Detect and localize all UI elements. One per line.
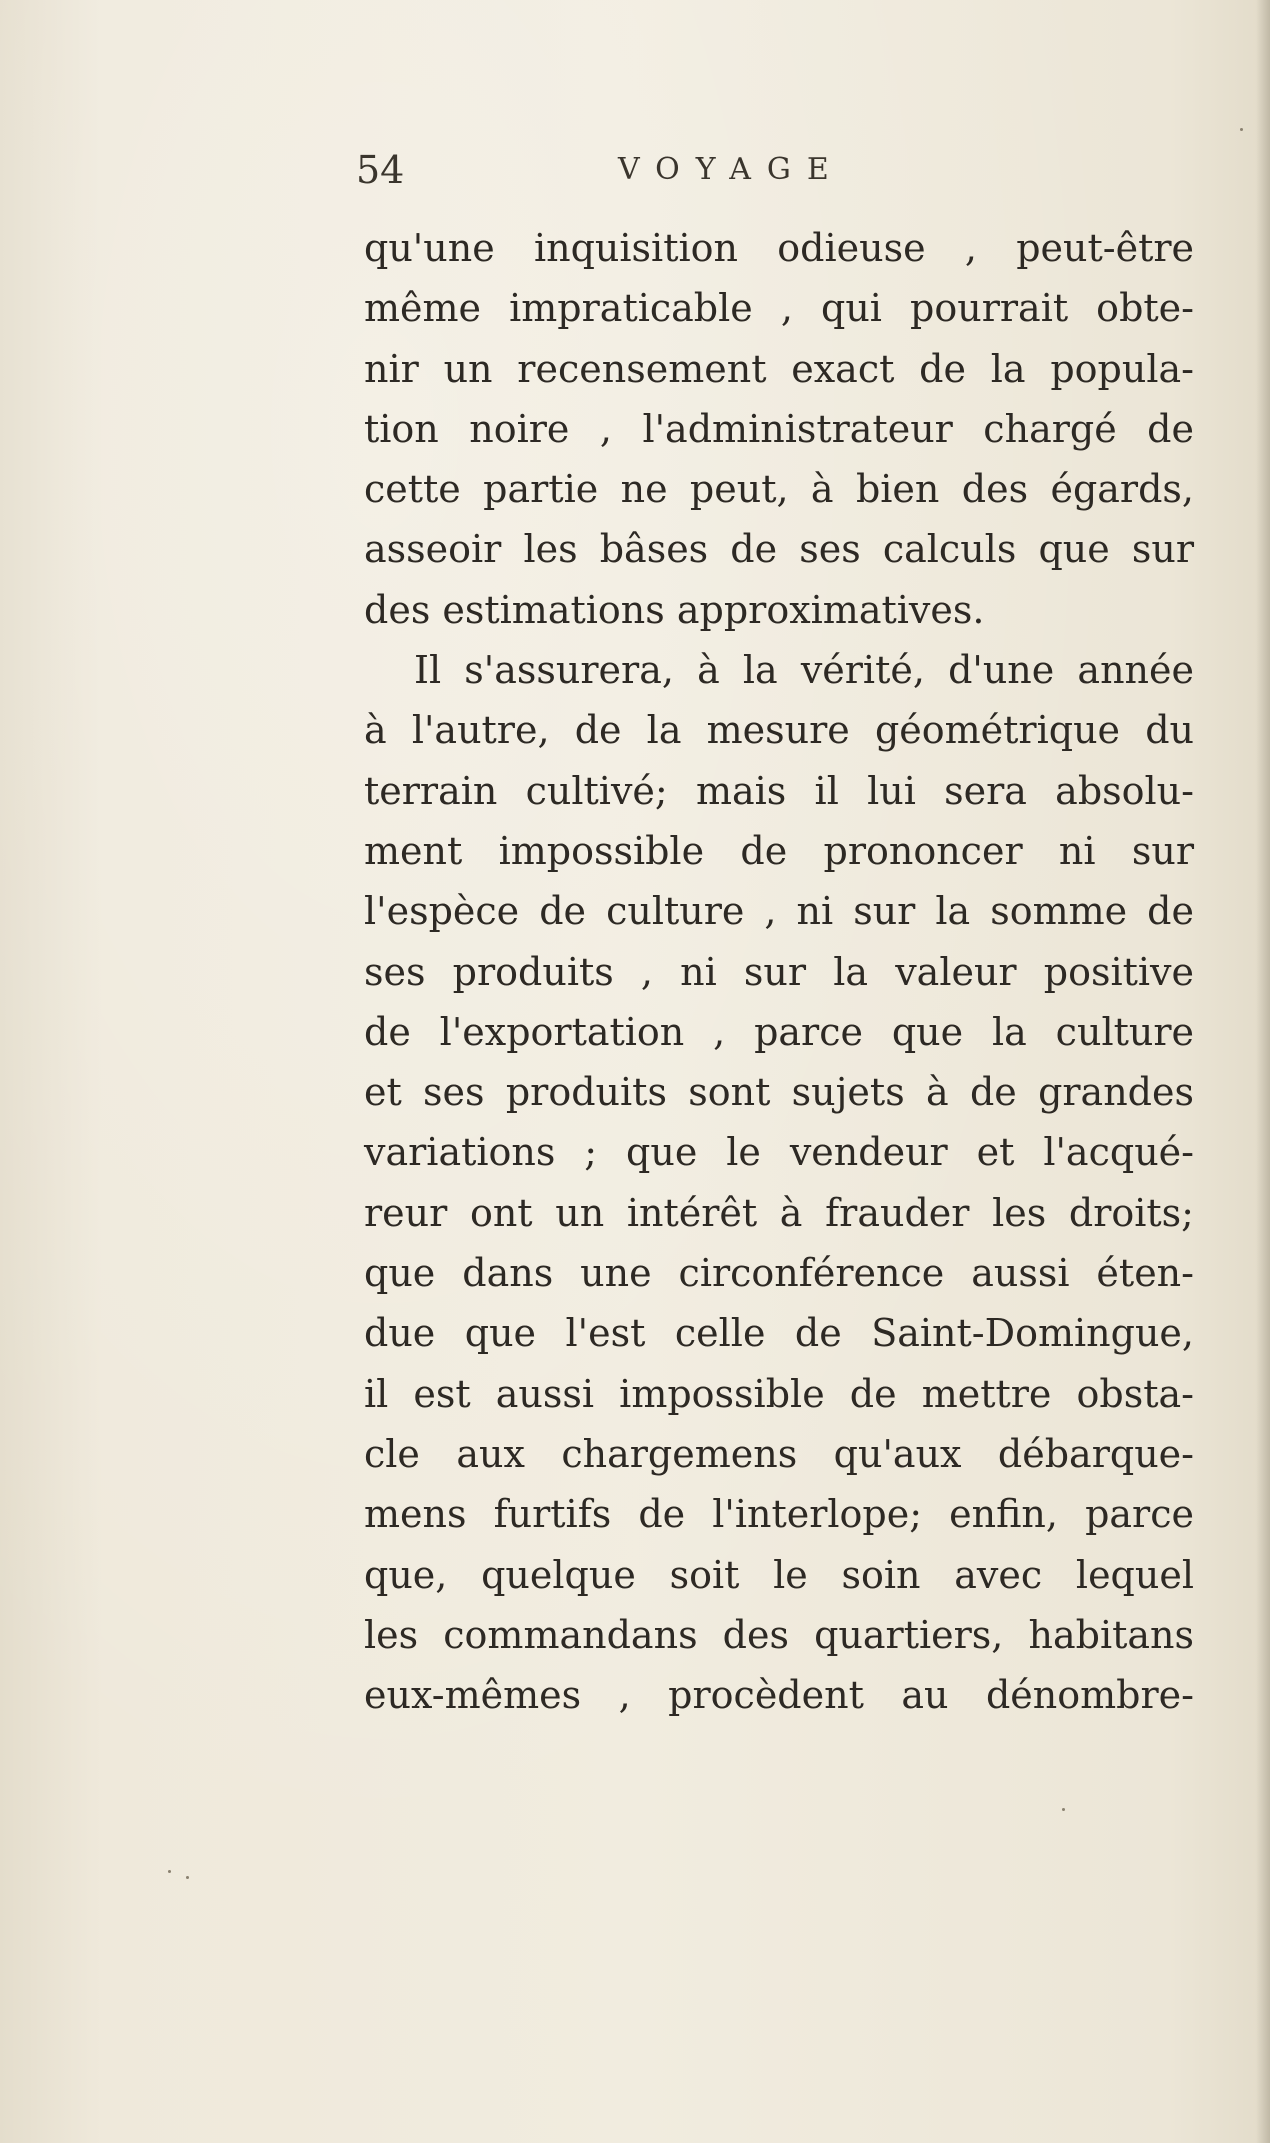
text-line: cette partie ne peut, à bien des égards, xyxy=(364,467,1194,512)
text-line: variations ; que le vendeur et l'acqué- xyxy=(364,1130,1194,1175)
paper-speck xyxy=(1240,128,1243,131)
text-line: il est aussi impossible de mettre obsta- xyxy=(364,1371,1194,1416)
text-line: l'espèce de culture , ni sur la somme de xyxy=(364,889,1194,934)
text-line: les commandans des quartiers, habitans xyxy=(364,1612,1194,1657)
text-line: que, quelque soit le soin avec lequel xyxy=(364,1552,1194,1597)
page-number: 54 xyxy=(356,148,405,192)
running-head: VOYAGE xyxy=(618,152,845,187)
page-edge-shadow xyxy=(1256,0,1270,2143)
text-line: nir un recensement exact de la popula- xyxy=(364,346,1194,391)
paragraph-start-line: Il s'assurera, à la vérité, d'une année xyxy=(414,648,1194,693)
text-line: à l'autre, de la mesure géométrique du xyxy=(364,708,1194,753)
text-line: terrain cultivé; mais il lui sera absolu- xyxy=(364,768,1194,813)
paper-speck xyxy=(186,1876,189,1879)
text-line: cle aux chargemens qu'aux débarque- xyxy=(364,1431,1194,1476)
text-line: mens furtifs de l'interlope; enfin, parce xyxy=(364,1492,1194,1537)
text-line: reur ont un intérêt à frauder les droits; xyxy=(364,1190,1194,1235)
paper-speck xyxy=(1062,1808,1065,1811)
body-text xyxy=(364,218,1194,1725)
text-line: asseoir les bâses de ses calculs que sur xyxy=(364,527,1194,572)
text-line: qu'une inquisition odieuse , peut-être xyxy=(364,226,1194,270)
page-header xyxy=(356,140,916,200)
text-line: ses produits , ni sur la valeur positive xyxy=(364,949,1194,994)
text-line: et ses produits sont sujets à de grandes xyxy=(364,1070,1194,1115)
paper-speck xyxy=(168,1870,171,1873)
text-line: même impraticable , qui pourrait obte- xyxy=(364,286,1194,331)
text-line: ment impossible de prononcer ni sur xyxy=(364,828,1194,873)
text-line: que dans une circonférence aussi éten- xyxy=(364,1251,1194,1296)
paragraph-end-line: des estimations approximatives. xyxy=(364,587,985,632)
text-line: tion noire , l'administrateur chargé de xyxy=(364,406,1194,451)
text-line: eux-mêmes , procèdent au dénombre- xyxy=(364,1673,1194,1718)
text-line: due que l'est celle de Saint-Domingue, xyxy=(364,1311,1194,1356)
text-line: de l'exportation , parce que la culture xyxy=(364,1009,1194,1054)
